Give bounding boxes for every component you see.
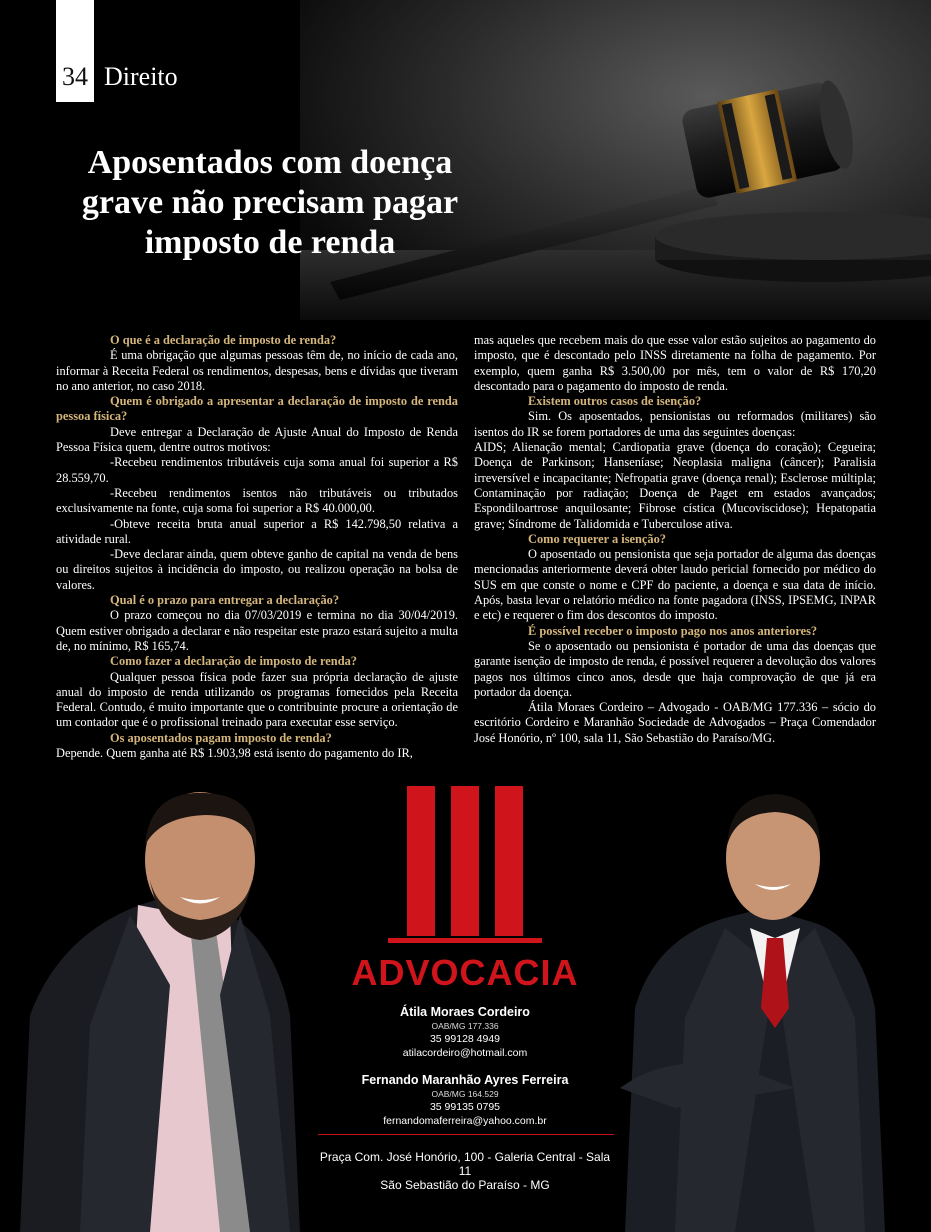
article-headline bbox=[60, 143, 480, 263]
logo-bar bbox=[407, 786, 435, 936]
lawyer-email[interactable]: atilacordeiro@hotmail.com bbox=[402, 1047, 528, 1059]
question-heading: Como fazer a declaração de imposto de renda? bbox=[110, 654, 357, 669]
lawyer-oab: OAB/MG 164.529 bbox=[431, 1089, 499, 1099]
article-column-right bbox=[474, 333, 876, 746]
advocacia-logo-mark bbox=[407, 786, 523, 936]
body-paragraph: O prazo começou no dia 07/03/2019 e termina no dia 30/04/2019. Quem estiver obrigado a declarar e não respeitar este prazo estará sujeito a multa de, no mínimo, R$ 165,74. bbox=[56, 608, 458, 653]
body-paragraph: Átila Moraes Cordeiro – Advogado - OAB/MG 177.336 – sócio do escritório Cordeiro e Maranhão Sociedade de Advogados – Praça Comendador José Honório, nº 100, sala 11, São Sebastião do Paraíso/MG. bbox=[474, 700, 876, 745]
body-paragraph: Se o aposentado ou pensionista é portador de uma das doenças que garante isenção de imposto de renda, é possível requerer a devolução dos valores pagos nos últimos cinco anos, desde que haja comprovação de que já era portador da doença. bbox=[474, 638, 876, 699]
question-heading: Quem é obrigado a apresentar a declaração de imposto de renda pessoa física? bbox=[56, 394, 458, 424]
headline-line: Aposentados com doença bbox=[87, 144, 453, 181]
question-heading: É possível receber o imposto pago nos anos anteriores? bbox=[528, 623, 818, 638]
brand-wordmark: ADVOCACIA bbox=[351, 952, 579, 993]
body-paragraph: -Recebeu rendimentos isentos não tributáveis ou tributados exclusivamente na fonte, cuja soma foi superior a R$ 40.000,00. bbox=[56, 485, 458, 516]
question-heading: Qual é o prazo para entregar a declaração? bbox=[110, 593, 340, 608]
lawyer-oab: OAB/MG 177.336 bbox=[431, 1021, 499, 1031]
lawyer-email[interactable]: fernandomaferreira@yahoo.com.br bbox=[383, 1115, 547, 1127]
section-title: Direito bbox=[104, 62, 178, 91]
body-paragraph: -Recebeu rendimentos tributáveis cuja soma anual foi superior a R$ 28.559,70. bbox=[56, 455, 458, 485]
body-paragraph: Qualquer pessoa física pode fazer sua própria declaração de ajuste anual do imposto de renda utilizando os programas fornecidos pela Receita Federal. Contudo, é muito importante que o contribuinte procure a orientação de um contador que é o profissional treinado para executar esse serviço. bbox=[56, 669, 458, 730]
body-paragraph: É uma obrigação que algumas pessoas têm de, no início de cada ano, informar à Receita Federal os rendimentos, despesas, bens e dívidas que tiveram no ano anterior, no caso 2018. bbox=[56, 348, 458, 393]
article-column-left bbox=[56, 333, 458, 761]
question-heading: Existem outros casos de isenção? bbox=[528, 394, 702, 409]
ad-divider bbox=[318, 1134, 614, 1135]
body-paragraph: AIDS; Alienação mental; Cardiopatia grave (doença do coração); Cegueira; Doença de Parkinson; Hanseníase; Neoplasia maligna (câncer); Paralisia irreversível e incapacitante; Nefropatia grave (doença renal); Esclerose múltipla; Contaminação por radiação; Doença de Paget em estados avançados; Espondiloartrose anquilosante; Fibrose cística (Mucoviscidose); Hepatopatia grave; Síndrome de Talidomida e Tuberculose ativa. bbox=[474, 440, 876, 531]
logo-underline bbox=[388, 938, 542, 943]
lawyer-name: Fernando Maranhão Ayres Ferreira bbox=[361, 1073, 569, 1087]
lawyer-contact-2 bbox=[315, 1072, 615, 1128]
headline-line: imposto de renda bbox=[144, 224, 396, 261]
question-heading: Como requerer a isenção? bbox=[528, 531, 666, 546]
lawyer-name: Átila Moraes Cordeiro bbox=[400, 1005, 530, 1019]
question-heading: O que é a declaração de imposto de renda? bbox=[110, 333, 337, 347]
body-paragraph: -Deve declarar ainda, quem obteve ganho de capital na venda de bens ou direitos sujeitos à incidência do imposto, ou realizou operação na bolsa de valores. bbox=[56, 547, 458, 592]
body-paragraph: -Obteve receita bruta anual superior a R$ 142.798,50 relativa a atividade rural. bbox=[56, 516, 458, 546]
body-paragraph: O aposentado ou pensionista que seja portador de alguma das doenças mencionadas anteriormente deverá obter laudo pericial fornecido por médico do SUS em que conste o nome e CPF do paciente, a doença e sua data de início. Após, basta levar o relatório médico na fonte pagadora (INSS, IPSEMG, INPAR e etc) e requerer o fim dos descontos do imposto. bbox=[474, 547, 876, 623]
address-line: São Sebastião do Paraíso - MG bbox=[380, 1178, 550, 1192]
lawyer-phone: 35 99135 0795 bbox=[429, 1101, 501, 1113]
logo-bar bbox=[451, 786, 479, 936]
page-number: 34 bbox=[62, 62, 88, 91]
body-paragraph: Deve entregar a Declaração de Ajuste Anual do Imposto de Renda Pessoa Física quem, dentre outros motivos: bbox=[56, 424, 458, 455]
body-paragraph: mas aqueles que recebem mais do que esse valor estão sujeitos ao pagamento do imposto, que é descontado pelo INSS diretamente na folha de pagamento. Por exemplo, quem ganha R$ 3.500,00 por mês, tem o valor de R$ 170,20 descontado para o pagamento do imposto de renda. bbox=[474, 333, 876, 393]
question-heading: Os aposentados pagam imposto de renda? bbox=[110, 730, 332, 745]
headline-line: grave não precisam pagar bbox=[81, 184, 459, 221]
office-address bbox=[315, 1150, 615, 1192]
logo-bar bbox=[495, 786, 523, 936]
lawyer-contact-1 bbox=[315, 1004, 615, 1060]
body-paragraph: Sim. Os aposentados, pensionistas ou reformados (militares) são isentos do IR se forem portadores de uma das seguintes doenças: bbox=[474, 409, 876, 439]
body-paragraph: Depende. Quem ganha até R$ 1.903,98 está isento do pagamento do IR, bbox=[56, 746, 413, 761]
lawyer-photo-left bbox=[20, 785, 300, 1232]
address-line: Praça Com. José Honório, 100 - Galeria Central - Sala 11 bbox=[319, 1150, 611, 1178]
lawyer-phone: 35 99128 4949 bbox=[429, 1033, 501, 1045]
lawyer-photo-right bbox=[615, 788, 931, 1232]
